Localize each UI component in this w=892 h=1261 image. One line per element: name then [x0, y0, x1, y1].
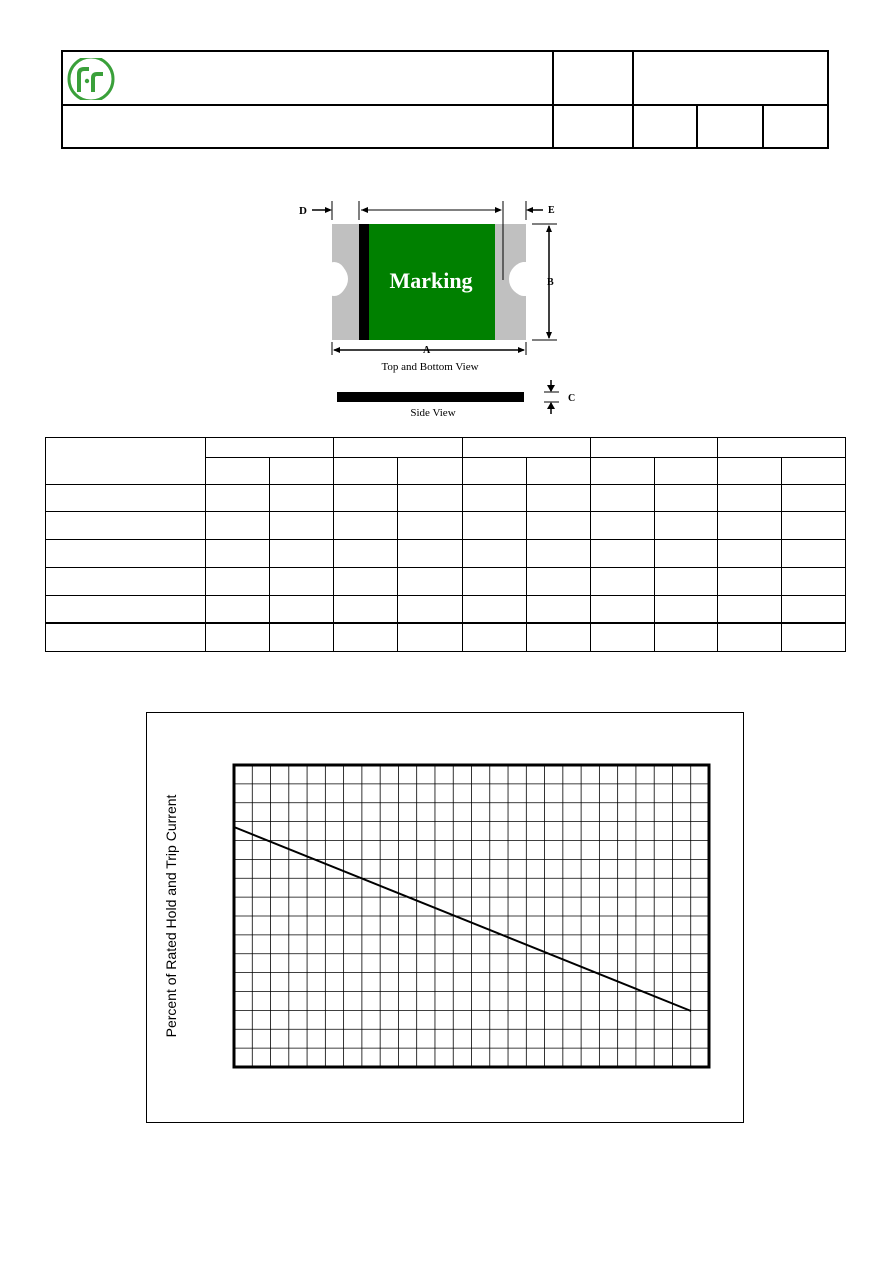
table-cell [462, 485, 526, 512]
table-header-cell [46, 438, 206, 485]
graph-grid [234, 765, 709, 1067]
table-subheader [462, 458, 526, 485]
side-view-caption: Side View [410, 407, 456, 419]
table-cell [206, 540, 270, 568]
side-view-body [337, 392, 524, 402]
table-cell [526, 512, 590, 540]
table-cell [590, 623, 654, 652]
table-group-header [462, 438, 590, 458]
dimension-label-b: B [547, 277, 554, 288]
table-cell [462, 512, 526, 540]
table-cell [334, 568, 398, 596]
table-subheader [590, 458, 654, 485]
table-cell [46, 512, 206, 540]
table-cell [46, 540, 206, 568]
table-subheader [654, 458, 717, 485]
table-cell [270, 512, 334, 540]
table-subheader [398, 458, 462, 485]
table-cell [717, 623, 781, 652]
table-cell [590, 540, 654, 568]
package-drawing [285, 195, 595, 420]
table-cell [398, 485, 462, 512]
table-row [46, 540, 846, 568]
table-cell [334, 596, 398, 624]
table-cell [781, 512, 845, 540]
derating-graph [146, 712, 744, 1123]
table-row [46, 596, 846, 624]
header-divider [696, 104, 698, 147]
table-cell [717, 540, 781, 568]
table-cell [781, 485, 845, 512]
table-row [46, 485, 846, 512]
top-view-caption: Top and Bottom View [381, 361, 479, 373]
table-cell [46, 568, 206, 596]
table-cell [717, 512, 781, 540]
table-subheader [781, 458, 845, 485]
table-cell [206, 596, 270, 624]
table-cell [526, 485, 590, 512]
dimension-label-a: A [423, 345, 431, 356]
table-row [46, 623, 846, 652]
table-cell [654, 568, 717, 596]
table-cell [462, 568, 526, 596]
table-row [46, 568, 846, 596]
table-cell [398, 512, 462, 540]
table-cell [398, 623, 462, 652]
table-cell [46, 596, 206, 624]
table-row [46, 512, 846, 540]
dimension-table [45, 437, 846, 652]
table-subheader [334, 458, 398, 485]
table-cell [654, 623, 717, 652]
table-cell [206, 512, 270, 540]
table-cell [654, 596, 717, 624]
table-cell [206, 568, 270, 596]
table-cell [781, 596, 845, 624]
header-divider [762, 104, 764, 147]
table-group-header [717, 438, 845, 458]
table-cell [46, 485, 206, 512]
table-cell [526, 623, 590, 652]
table-cell [270, 596, 334, 624]
table-cell [462, 540, 526, 568]
table-cell [590, 596, 654, 624]
table-cell [206, 623, 270, 652]
table-cell [717, 596, 781, 624]
dimension-label-e: E [548, 205, 555, 216]
table-cell [270, 568, 334, 596]
table-subheader [270, 458, 334, 485]
graph-y-axis-label: Percent of Rated Hold and Trip Current [163, 794, 179, 1038]
header-divider [63, 104, 827, 106]
table-subheader [206, 458, 270, 485]
table-cell [590, 568, 654, 596]
table-cell [526, 568, 590, 596]
table-group-header [206, 438, 334, 458]
dimension-label-c: C [568, 393, 576, 404]
marking-text: Marking [389, 268, 473, 293]
table-cell [654, 512, 717, 540]
table-subheader [717, 458, 781, 485]
table-cell [270, 623, 334, 652]
document-header [61, 50, 829, 149]
table-cell [334, 623, 398, 652]
table-cell [717, 485, 781, 512]
table-cell [334, 512, 398, 540]
table-cell [781, 623, 845, 652]
table-cell [334, 485, 398, 512]
polarity-band [359, 224, 369, 340]
derating-curve [234, 827, 691, 1011]
table-cell [526, 540, 590, 568]
table-cell [462, 623, 526, 652]
table-cell [398, 568, 462, 596]
table-cell [206, 485, 270, 512]
table-group-header [590, 438, 717, 458]
table-cell [654, 485, 717, 512]
table-subheader [526, 458, 590, 485]
table-group-header [334, 438, 462, 458]
table-cell [398, 540, 462, 568]
table-cell [462, 596, 526, 624]
table-cell [270, 485, 334, 512]
header-divider [632, 52, 634, 147]
company-logo-icon [65, 58, 117, 100]
table-cell [717, 568, 781, 596]
table-cell [590, 485, 654, 512]
dimension-label-d: D [299, 205, 307, 217]
table-cell [46, 623, 206, 652]
table-cell [334, 540, 398, 568]
table-cell [590, 512, 654, 540]
header-divider [552, 52, 554, 147]
table-cell [526, 596, 590, 624]
table-cell [270, 540, 334, 568]
table-cell [781, 540, 845, 568]
table-cell [398, 596, 462, 624]
table-cell [781, 568, 845, 596]
table-cell [654, 540, 717, 568]
